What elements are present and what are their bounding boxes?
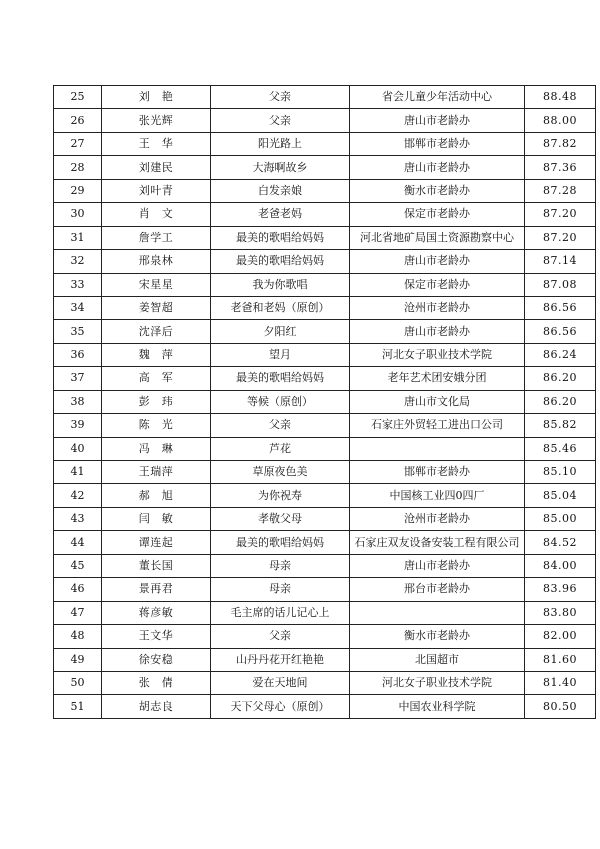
song-cell: 父亲 — [211, 109, 350, 132]
table-row — [54, 601, 596, 624]
song-cell: 父亲 — [211, 414, 350, 437]
table-row — [54, 554, 596, 577]
rank-cell: 27 — [54, 132, 102, 155]
score-cell: 81.60 — [525, 648, 596, 671]
table-row — [54, 156, 596, 179]
rank-cell: 31 — [54, 226, 102, 249]
rank-cell: 25 — [54, 86, 102, 109]
unit-cell: 北国超市 — [350, 648, 525, 671]
table-row — [54, 343, 596, 366]
score-cell: 83.80 — [525, 601, 596, 624]
song-cell: 草原夜色美 — [211, 461, 350, 484]
rank-cell: 37 — [54, 367, 102, 390]
table-row — [54, 671, 596, 694]
rank-cell: 45 — [54, 554, 102, 577]
rank-cell: 32 — [54, 250, 102, 273]
score-cell: 86.20 — [525, 390, 596, 413]
unit-cell: 河北女子职业技术学院 — [350, 343, 525, 366]
unit-cell: 邯郸市老龄办 — [350, 461, 525, 484]
song-cell: 最美的歌唱给妈妈 — [211, 226, 350, 249]
rank-cell: 43 — [54, 507, 102, 530]
score-cell: 85.04 — [525, 484, 596, 507]
name-cell: 王 华 — [102, 132, 211, 155]
score-cell: 85.82 — [525, 414, 596, 437]
table-body — [54, 86, 596, 719]
rank-cell: 26 — [54, 109, 102, 132]
song-cell: 毛主席的话儿记心上 — [211, 601, 350, 624]
rank-cell: 44 — [54, 531, 102, 554]
table-row — [54, 109, 596, 132]
table-row — [54, 296, 596, 319]
score-cell: 86.56 — [525, 296, 596, 319]
score-cell: 87.82 — [525, 132, 596, 155]
rank-cell: 34 — [54, 296, 102, 319]
unit-cell: 唐山市老龄办 — [350, 250, 525, 273]
name-cell: 姜智超 — [102, 296, 211, 319]
score-cell: 86.24 — [525, 343, 596, 366]
name-cell: 蒋彦敏 — [102, 601, 211, 624]
name-cell: 闫 敏 — [102, 507, 211, 530]
name-cell: 高 军 — [102, 367, 211, 390]
rank-cell: 28 — [54, 156, 102, 179]
table-row — [54, 648, 596, 671]
score-table — [53, 85, 596, 719]
song-cell: 我为你歌唱 — [211, 273, 350, 296]
name-cell: 彭 玮 — [102, 390, 211, 413]
table-row — [54, 414, 596, 437]
unit-cell: 省会儿童少年活动中心 — [350, 86, 525, 109]
song-cell: 母亲 — [211, 578, 350, 601]
score-cell: 84.52 — [525, 531, 596, 554]
score-cell: 86.20 — [525, 367, 596, 390]
name-cell: 谭连起 — [102, 531, 211, 554]
song-cell: 父亲 — [211, 86, 350, 109]
unit-cell — [350, 601, 525, 624]
song-cell: 天下父母心（原创） — [211, 695, 350, 718]
unit-cell: 衡水市老龄办 — [350, 179, 525, 202]
song-cell: 望月 — [211, 343, 350, 366]
name-cell: 王瑞萍 — [102, 461, 211, 484]
table-row — [54, 461, 596, 484]
table-row — [54, 695, 596, 718]
table-row — [54, 531, 596, 554]
song-cell: 最美的歌唱给妈妈 — [211, 531, 350, 554]
table-row — [54, 484, 596, 507]
table-row — [54, 625, 596, 648]
unit-cell: 唐山市老龄办 — [350, 109, 525, 132]
song-cell: 老爸老妈 — [211, 203, 350, 226]
unit-cell: 保定市老龄办 — [350, 273, 525, 296]
rank-cell: 40 — [54, 437, 102, 460]
rank-cell: 33 — [54, 273, 102, 296]
score-cell: 87.14 — [525, 250, 596, 273]
name-cell: 肖 文 — [102, 203, 211, 226]
table-row — [54, 273, 596, 296]
rank-cell: 39 — [54, 414, 102, 437]
rank-cell: 41 — [54, 461, 102, 484]
name-cell: 刘叶青 — [102, 179, 211, 202]
score-cell: 81.40 — [525, 671, 596, 694]
rank-cell: 29 — [54, 179, 102, 202]
name-cell: 郝 旭 — [102, 484, 211, 507]
unit-cell: 沧州市老龄办 — [350, 296, 525, 319]
song-cell: 山丹丹花开红艳艳 — [211, 648, 350, 671]
song-cell: 等候（原创） — [211, 390, 350, 413]
name-cell: 董长国 — [102, 554, 211, 577]
unit-cell: 邯郸市老龄办 — [350, 132, 525, 155]
unit-cell: 衡水市老龄办 — [350, 625, 525, 648]
name-cell: 刘 艳 — [102, 86, 211, 109]
rank-cell: 48 — [54, 625, 102, 648]
unit-cell: 老年艺术团安娥分团 — [350, 367, 525, 390]
rank-cell: 42 — [54, 484, 102, 507]
unit-cell: 邢台市老龄办 — [350, 578, 525, 601]
table-row — [54, 367, 596, 390]
name-cell: 刘建民 — [102, 156, 211, 179]
unit-cell: 石家庄外贸轻工进出口公司 — [350, 414, 525, 437]
table-row — [54, 390, 596, 413]
unit-cell: 唐山市老龄办 — [350, 156, 525, 179]
table-row — [54, 86, 596, 109]
name-cell: 张 倩 — [102, 671, 211, 694]
unit-cell: 河北女子职业技术学院 — [350, 671, 525, 694]
table-row — [54, 203, 596, 226]
name-cell: 詹学工 — [102, 226, 211, 249]
rank-cell: 47 — [54, 601, 102, 624]
song-cell: 阳光路上 — [211, 132, 350, 155]
unit-cell — [350, 437, 525, 460]
song-cell: 老爸和老妈（原创） — [211, 296, 350, 319]
unit-cell: 保定市老龄办 — [350, 203, 525, 226]
song-cell: 夕阳红 — [211, 320, 350, 343]
song-cell: 孝敬父母 — [211, 507, 350, 530]
rank-cell: 50 — [54, 671, 102, 694]
score-cell: 85.46 — [525, 437, 596, 460]
score-cell: 84.00 — [525, 554, 596, 577]
unit-cell: 石家庄双友设备安装工程有限公司 — [350, 531, 525, 554]
name-cell: 胡志良 — [102, 695, 211, 718]
name-cell: 景再君 — [102, 578, 211, 601]
score-cell: 80.50 — [525, 695, 596, 718]
unit-cell: 中国核工业四0四厂 — [350, 484, 525, 507]
score-cell: 87.20 — [525, 226, 596, 249]
table-row — [54, 132, 596, 155]
song-cell: 最美的歌唱给妈妈 — [211, 250, 350, 273]
unit-cell: 河北省地矿局国土资源勘察中心 — [350, 226, 525, 249]
unit-cell: 沧州市老龄办 — [350, 507, 525, 530]
unit-cell: 唐山市老龄办 — [350, 554, 525, 577]
name-cell: 沈泽后 — [102, 320, 211, 343]
name-cell: 陈 光 — [102, 414, 211, 437]
rank-cell: 46 — [54, 578, 102, 601]
unit-cell: 中国农业科学院 — [350, 695, 525, 718]
table-row — [54, 507, 596, 530]
name-cell: 徐安稳 — [102, 648, 211, 671]
song-cell: 爱在天地间 — [211, 671, 350, 694]
score-cell: 86.56 — [525, 320, 596, 343]
song-cell: 为你祝寿 — [211, 484, 350, 507]
table-row — [54, 250, 596, 273]
score-cell: 87.36 — [525, 156, 596, 179]
score-cell: 87.28 — [525, 179, 596, 202]
score-cell: 85.00 — [525, 507, 596, 530]
name-cell: 宋星星 — [102, 273, 211, 296]
rank-cell: 30 — [54, 203, 102, 226]
unit-cell: 唐山市老龄办 — [350, 320, 525, 343]
score-cell: 85.10 — [525, 461, 596, 484]
song-cell: 大海啊故乡 — [211, 156, 350, 179]
rank-cell: 38 — [54, 390, 102, 413]
score-cell: 83.96 — [525, 578, 596, 601]
song-cell: 母亲 — [211, 554, 350, 577]
score-cell: 87.08 — [525, 273, 596, 296]
rank-cell: 35 — [54, 320, 102, 343]
table-row — [54, 320, 596, 343]
unit-cell: 唐山市文化局 — [350, 390, 525, 413]
song-cell: 白发亲娘 — [211, 179, 350, 202]
name-cell: 魏 萍 — [102, 343, 211, 366]
name-cell: 邢泉林 — [102, 250, 211, 273]
score-cell: 88.00 — [525, 109, 596, 132]
song-cell: 最美的歌唱给妈妈 — [211, 367, 350, 390]
table-row — [54, 578, 596, 601]
rank-cell: 49 — [54, 648, 102, 671]
table-row — [54, 179, 596, 202]
song-cell: 父亲 — [211, 625, 350, 648]
song-cell: 芦花 — [211, 437, 350, 460]
name-cell: 张光辉 — [102, 109, 211, 132]
rank-cell: 51 — [54, 695, 102, 718]
score-cell: 88.48 — [525, 86, 596, 109]
rank-cell: 36 — [54, 343, 102, 366]
score-cell: 87.20 — [525, 203, 596, 226]
score-cell: 82.00 — [525, 625, 596, 648]
table-row — [54, 226, 596, 249]
name-cell: 冯 琳 — [102, 437, 211, 460]
table-row — [54, 437, 596, 460]
name-cell: 王文华 — [102, 625, 211, 648]
